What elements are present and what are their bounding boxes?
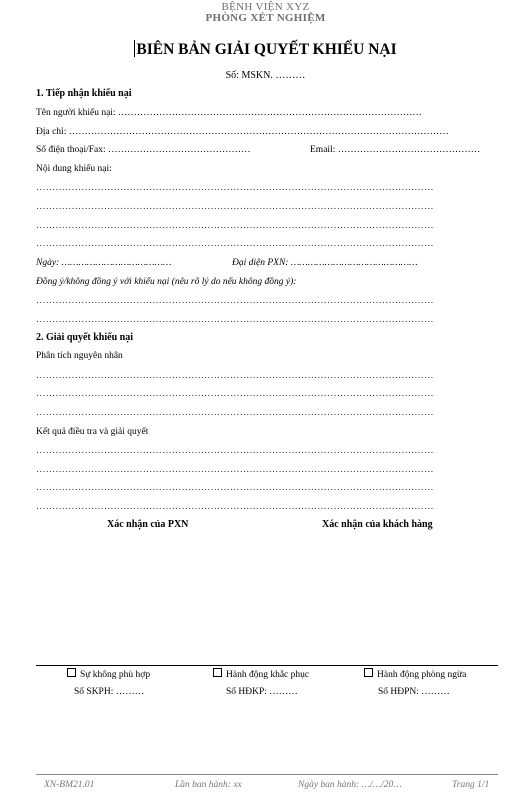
complaint-content-line-3[interactable]: ……………………………………………………………………………………………………………	[36, 221, 434, 231]
investigation-result-label: Kết quả điều tra và giải quyết	[36, 427, 149, 437]
cause-analysis-line-1[interactable]: ……………………………………………………………………………………………………………	[36, 371, 434, 381]
lab-signature-label: Xác nhận của PXN	[107, 519, 189, 530]
address-field[interactable]: Địa chỉ: …………………………………………………………………………………………………………	[36, 127, 449, 137]
edition-number: Lần ban hành: xx	[175, 780, 242, 790]
checkbox-icon[interactable]	[364, 668, 373, 677]
agreement-line-2[interactable]: ……………………………………………………………………………………………………………	[36, 315, 434, 325]
checkbox-icon[interactable]	[67, 668, 76, 677]
investigation-result-line-3[interactable]: ……………………………………………………………………………………………………………	[36, 483, 434, 493]
document-title-text: BIÊN BẢN GIẢI QUYẾT KHIẾU NẠI	[136, 41, 397, 58]
document-number: Số: MSKN. ………	[225, 70, 306, 81]
section1-heading: 1. Tiếp nhận khiếu nại	[36, 88, 132, 99]
corrective-action-number-field[interactable]: Số HĐKP: ………	[226, 687, 298, 697]
footer-rule	[36, 774, 498, 775]
preventive-action-checkbox[interactable]	[364, 668, 466, 680]
page-number: Trang 1/1	[452, 780, 490, 790]
lab-representative-field[interactable]: Đại diện PXN: ………………………………………	[232, 258, 418, 268]
checkbox-top-rule	[36, 665, 498, 666]
phone-field[interactable]: Số điện thoại/Fax: ………………………………………	[36, 145, 251, 155]
preventive-action-label: Hành động phòng ngừa	[377, 670, 467, 680]
investigation-result-line-2[interactable]: ……………………………………………………………………………………………………………	[36, 465, 434, 475]
nonconformity-checkbox[interactable]	[67, 668, 150, 680]
complaint-content-line-4[interactable]: ……………………………………………………………………………………………………………	[36, 239, 434, 249]
complaint-content-line-1[interactable]: ……………………………………………………………………………………………………………	[36, 183, 434, 193]
investigation-result-line-1[interactable]: ……………………………………………………………………………………………………………	[36, 446, 434, 456]
issue-date: Ngày ban hành: …/…/20…	[298, 780, 402, 790]
cause-analysis-label: Phân tích nguyên nhân	[36, 351, 123, 361]
document-title	[0, 40, 531, 59]
cause-analysis-line-2[interactable]: ……………………………………………………………………………………………………………	[36, 389, 434, 399]
nonconformity-label: Sự không phù hợp	[80, 670, 151, 680]
nonconformity-number-field[interactable]: Số SKPH: ………	[74, 687, 145, 697]
form-code: XN-BM21.01	[44, 780, 95, 790]
complaint-content-line-2[interactable]: ……………………………………………………………………………………………………………	[36, 202, 434, 212]
agreement-line-1[interactable]: ……………………………………………………………………………………………………………	[36, 296, 434, 306]
hospital-name: BỆNH VIỆN XYZ	[221, 1, 310, 13]
customer-signature-label: Xác nhận của khách hàng	[322, 519, 433, 530]
complaint-content-label: Nội dung khiếu nại:	[36, 164, 112, 174]
preventive-action-number-field[interactable]: Số HĐPN: ………	[378, 687, 450, 697]
checkbox-icon[interactable]	[213, 668, 222, 677]
date-field[interactable]: Ngày: …………………………………	[36, 258, 172, 268]
investigation-result-line-4[interactable]: ……………………………………………………………………………………………………………	[36, 502, 434, 512]
email-field[interactable]: Email: ………………………………………	[310, 145, 481, 155]
cause-analysis-line-3[interactable]: ……………………………………………………………………………………………………………	[36, 408, 434, 418]
agreement-label: Đồng ý/không đồng ý với khiếu nại (nêu rõ lý do nếu không đồng ý):	[36, 277, 297, 287]
section2-heading: 2. Giải quyết khiếu nại	[36, 332, 133, 343]
corrective-action-label: Hành động khắc phục	[226, 670, 310, 680]
complainant-name-field[interactable]: Tên người khiếu nại: ……………………………………………………………………………………	[36, 108, 422, 118]
department-name: PHÒNG XÉT NGHIỆM	[205, 12, 326, 24]
corrective-action-checkbox[interactable]	[213, 668, 309, 680]
